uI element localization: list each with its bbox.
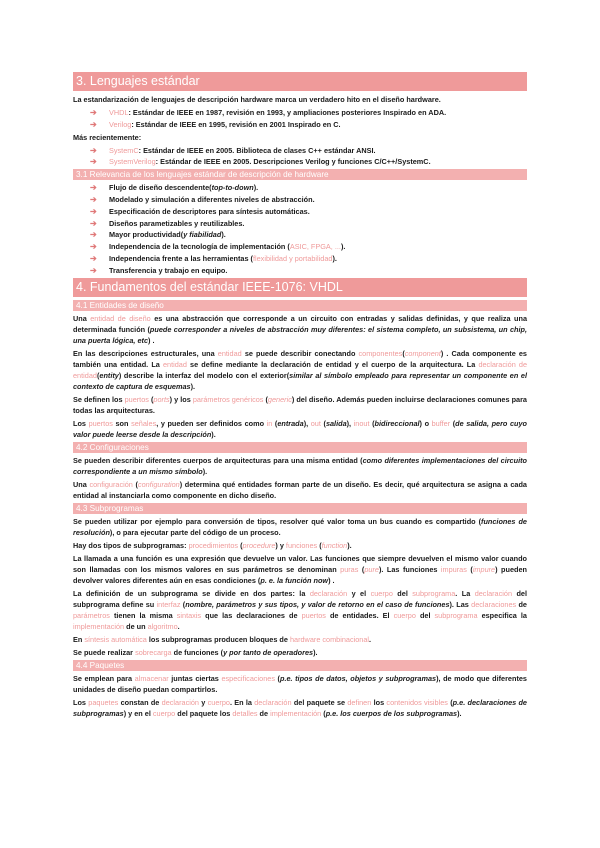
subprogramas-paragraph-1: Se pueden utilizar por ejemplo para conversión de tipos, resolver qué valor toma un bus cuando es compartido (funciones de resolución), o para ejecutar parte del código de un proceso. [73,516,527,537]
arrow-icon: ➔ [90,119,97,129]
heading-subprogramas: 4.3 Subprogramas [73,503,527,514]
arrow-icon: ➔ [90,145,97,155]
subprogramas-paragraph-4: La definición de un subprograma se divide en dos partes: la declaración y el cuerpo del subprograma. La declaración del subprograma define su interfaz (nombre, parámetros y sus tipos, y valor de retorno en el caso de funciones). Las declaraciones de parámetros tienen la misma sintaxis que las declaraciones de puertos de entidades. El cuerpo del subprograma especifica la implementación de un algoritmo. [73,588,527,631]
arrow-icon: ➔ [90,230,97,240]
intro-paragraph: La estandarización de lenguajes de descripción hardware marca un verdadero hito en el diseño hardware. [73,95,441,104]
arrow-icon: ➔ [90,218,97,228]
list-item: ➔ SystemC: Estándar de IEEE en 2005. Biblioteca de clases C++ estándar ANSI. [90,145,376,155]
recent-standards-list [73,145,527,169]
list-item: ➔ Mayor productividad(y fiabilidad). [90,230,226,240]
list-item: ➔ Transferencia y trabajo en equipo. [90,265,228,275]
heading-fundamentos-vhdl: 4. Fundamentos del estándar IEEE-1076: VHDL [73,278,527,297]
heading-paquetes: 4.4 Paquetes [73,660,527,671]
arrow-icon: ➔ [90,206,97,216]
relevance-list [73,182,527,276]
subprogramas-paragraph-5: En síntesis automática los subprogramas producen bloques de hardware combinacional. [73,634,372,644]
arrow-icon: ➔ [90,108,97,117]
arrow-icon: ➔ [90,157,97,167]
entidades-paragraph-4: Los puertos son señales, y pueden ser definidos como in (entrada), out (salida), inout (bidireccional) o buffer (de salida, pero cuyo valor puede leerse desde la descripción). [73,418,528,439]
entidades-paragraph-2: En las descripciones estructurales, una entidad se puede describir conectando componentes(component) . Cada componente es también una entidad. La entidad se define mediante la declaración de entidad y el cuerpo de la arquitectura. La declaración de entidad(entity) describe la interfaz del modelo con el exterior(similar al símbolo empleado para representar un componente en el contexto de captura de esquemas). [73,348,528,391]
subprogramas-paragraph-6: Se puede realizar sobrecarga de funciones (y por tanto de operadores). [73,647,318,657]
entidades-paragraph-3: Se definen los puertos (ports) y los parámetros genéricos (generic) del diseño. Además pueden incluirse declaraciones comunes para todas las arquitecturas. [73,394,527,415]
arrow-icon: ➔ [90,183,97,193]
entidades-paragraph-1: Una entidad de diseño es una abstracción que corresponde a un circuito con entradas y salidas definidas, y que realiza una determinada función (puede corresponder a niveles de abstracción muy diferentes: el sistema completo, un subsistema, un chip, una puerta lógica, etc) . [73,313,528,345]
list-item: ➔ Diseños parametizables y reutilizables. [90,218,245,228]
configuraciones-paragraph-2: Una configuración (configuration) determina qué entidades forman parte de un diseño. Es decir, qué arquitectura se asigna a cada entidad al instanciarla como componente en dicho diseño. [73,479,527,500]
list-item: ➔ Independencia frente a las herramientas (flexibilidad y portabilidad). [90,253,337,263]
subprogramas-paragraph-2: Hay dos tipos de subprogramas: procedimientos (procedure) y funciones (function). [73,540,352,550]
arrow-icon: ➔ [90,265,97,275]
arrow-icon: ➔ [90,194,97,204]
heading-configuraciones: 4.2 Configuraciones [73,442,527,453]
heading-relevancia: 3.1 Relevancia de los lenguajes estándar de descripción de hardware [73,169,527,180]
list-item: ➔ Modelado y simulación a diferentes niveles de abstracción. [90,194,315,204]
subprogramas-paragraph-3: La llamada a una función es una expresión que devuelve un valor. Las funciones que siempre devuelven el mismo valor cuando son llamadas con los mismos valores en sus parámetros se denominan puras (pure). Las funciones impuras (impure) pueden devolver valores diferentes aún en esas condiciones (p. e. la función now) . [73,553,527,585]
heading-entidades: 4.1 Entidades de diseño [73,300,527,311]
paquetes-paragraph-2: Los paquetes constan de declaración y cuerpo. En la declaración del paquete se definen los contenidos visibles (p.e. declaraciones de subprogramas) y en el cuerpo del paquete los detalles de implementación (p.e. los cuerpos de los subprogramas). [73,697,527,718]
list-item: ➔ Flujo de diseño descendente(top-to-down). [90,183,259,193]
recent-label: Más recientemente: [73,132,142,142]
list-item: ➔ SystemVerilog: Estándar de IEEE en 2005. Descripciones Verilog y funciones C/C++/SystemC. [90,157,431,167]
list-item: ➔ VHDL: Estándar de IEEE en 1987, revisión en 1993, y ampliaciones posteriores Inspirado en ADA. [90,108,447,117]
standards-list [73,107,527,131]
heading-lenguajes-estandar: 3. Lenguajes estándar [73,72,527,91]
list-item: ➔ Especificación de descriptores para síntesis automáticas. [90,206,310,216]
list-item: ➔ Independencia de la tecnología de implementación (ASIC, FPGA, ...). [90,242,346,252]
arrow-icon: ➔ [90,253,97,263]
configuraciones-paragraph-1: Se pueden describir diferentes cuerpos de arquitecturas para una misma entidad (como diferentes implementaciones del circuito correspondiente a un mismo símbolo). [73,455,527,476]
list-item: ➔ Verilog: Estándar de IEEE en 1995, revisión en 2001 Inspirado en C. [90,119,341,129]
arrow-icon: ➔ [90,242,97,252]
paquetes-paragraph-1: Se emplean para almacenar juntas ciertas especificaciones (p.e. tipos de datos, objetos y subprogramas), de modo que diferentes unidades de diseño puedan compartirlos. [73,673,527,694]
